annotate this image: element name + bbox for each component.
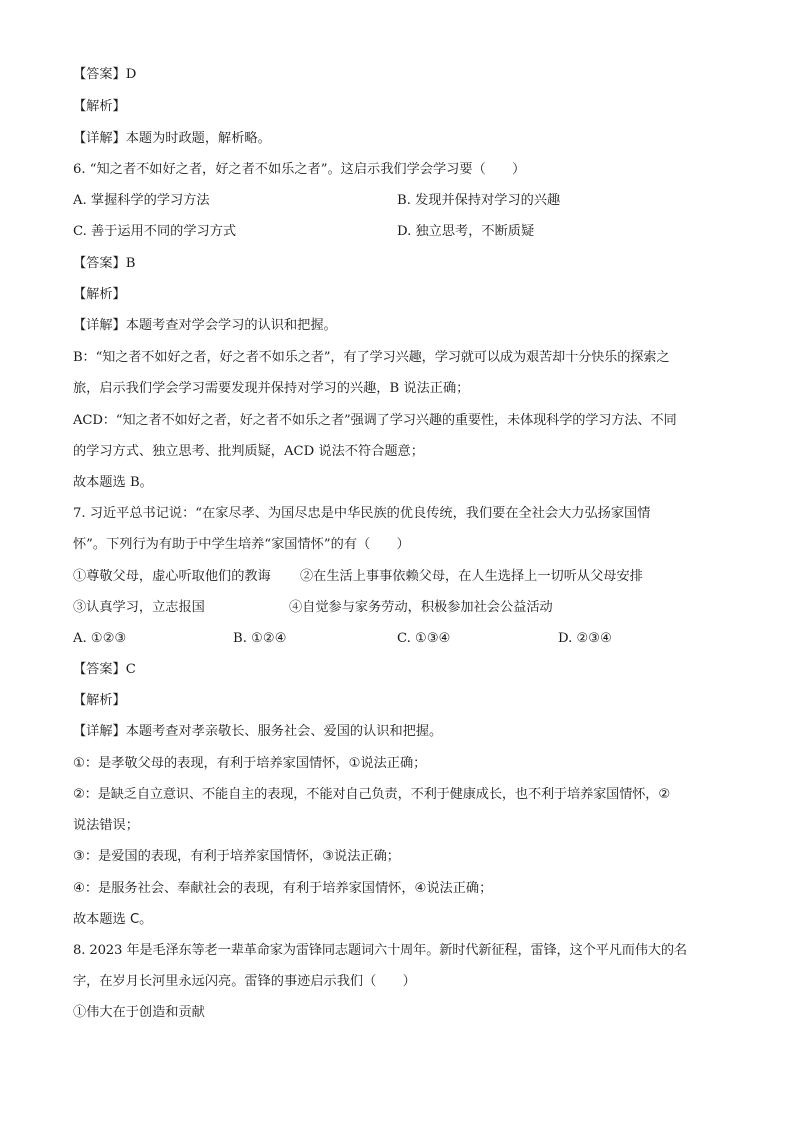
q7-option-b: B. ①②④ (233, 631, 287, 646)
q7-explain-3: ③：是爱国的表现，有利于培养家国情怀，③说法正确； (73, 849, 400, 864)
q7-item-4: ④自觉参与家务劳动，积极参加社会公益活动 (289, 600, 553, 615)
q5-answer: 【答案】D (73, 67, 137, 82)
q8-item-1: ①伟大在于创造和贡献 (73, 1005, 205, 1020)
q6-explain-acd-line2: 的学习方式、独立思考、批判质疑，ACD 说法不符合题意； (73, 444, 424, 459)
q7-option-c: C. ①③④ (397, 631, 451, 646)
q6-option-a: A. 掌握科学的学习方法 (73, 193, 210, 208)
q7-explain-4: ④：是服务社会、奉献社会的表现，有利于培养家国情怀，④说法正确； (73, 881, 493, 896)
q6-analysis: 【解析】 (73, 287, 126, 302)
q6-detail: 【详解】本题考查对学会学习的认识和把握。 (73, 318, 337, 333)
q6-explain-b-line1: B：“知之者不如好之者，好之者不如乐之者”，有了学习兴趣，学习就可以成为艰苦却十分快乐的探索之 (73, 350, 670, 365)
q5-detail: 【详解】本题为时政题，解析略。 (73, 131, 271, 146)
q7-stem-line1: 7. 习近平总书记说：“在家尽孝、为国尽忠是中华民族的优良传统，我们要在全社会大力弘扬家国情 (73, 506, 651, 521)
q6-option-b: B. 发现并保持对学习的兴趣 (397, 193, 561, 208)
q7-explain-2-line1: ②：是缺乏自立意识、不能自主的表现，不能对自己负责，不利于健康成长，也不利于培养家国情怀，② (73, 787, 670, 802)
q7-stem-line2: 怀”。下列行为有助于中学生培养“家国情怀”的有（ ） (73, 537, 410, 552)
q6-conclusion: 故本题选 B。 (73, 475, 153, 490)
q6-option-d: D. 独立思考，不断质疑 (397, 224, 535, 239)
q7-option-d: D. ②③④ (558, 631, 612, 646)
q8-stem-line2: 字，在岁月长河里永远闪亮。雷锋的事迹启示我们（ ） (73, 974, 416, 989)
q6-option-c: C. 善于运用不同的学习方式 (73, 224, 237, 239)
q7-explain-1: ①：是孝敬父母的表现，有利于培养家国情怀，①说法正确； (73, 756, 427, 771)
q5-analysis: 【解析】 (73, 99, 126, 114)
q7-analysis: 【解析】 (73, 693, 126, 708)
q6-answer: 【答案】B (73, 256, 136, 271)
q7-item-3: ③认真学习，立志报国 (73, 600, 205, 615)
q7-item-1: ①尊敬父母，虚心听取他们的教诲 (73, 569, 271, 584)
q6-explain-b-line2: 旅，启示我们学会学习需要发现并保持对学习的兴趣，B 说法正确； (73, 381, 470, 396)
q7-answer: 【答案】C (73, 662, 136, 677)
q7-conclusion: 故本题选 C。 (73, 912, 153, 927)
q7-item-2: ②在生活上事事依赖父母，在人生选择上一切听从父母安排 (300, 569, 643, 584)
q6-stem: 6. “知之者不如好之者，好之者不如乐之者”。这启示我们学会学习要（ ） (73, 162, 526, 177)
q7-explain-2-line2: 说法错误； (73, 818, 139, 833)
q8-stem-line1: 8. 2023 年是毛泽东等老一辈革命家为雷锋同志题词六十周年。新时代新征程，雷锋，这个平凡而伟大的名 (73, 943, 687, 958)
q6-explain-acd-line1: ACD：“知之者不如好之者，好之者不如乐之者”强调了学习兴趣的重要性，未体现科学的学习方法、不同 (73, 413, 677, 428)
q7-detail: 【详解】本题考查对孝亲敬长、服务社会、爱国的认识和把握。 (73, 724, 443, 739)
q7-option-a: A. ①②③ (73, 631, 127, 646)
